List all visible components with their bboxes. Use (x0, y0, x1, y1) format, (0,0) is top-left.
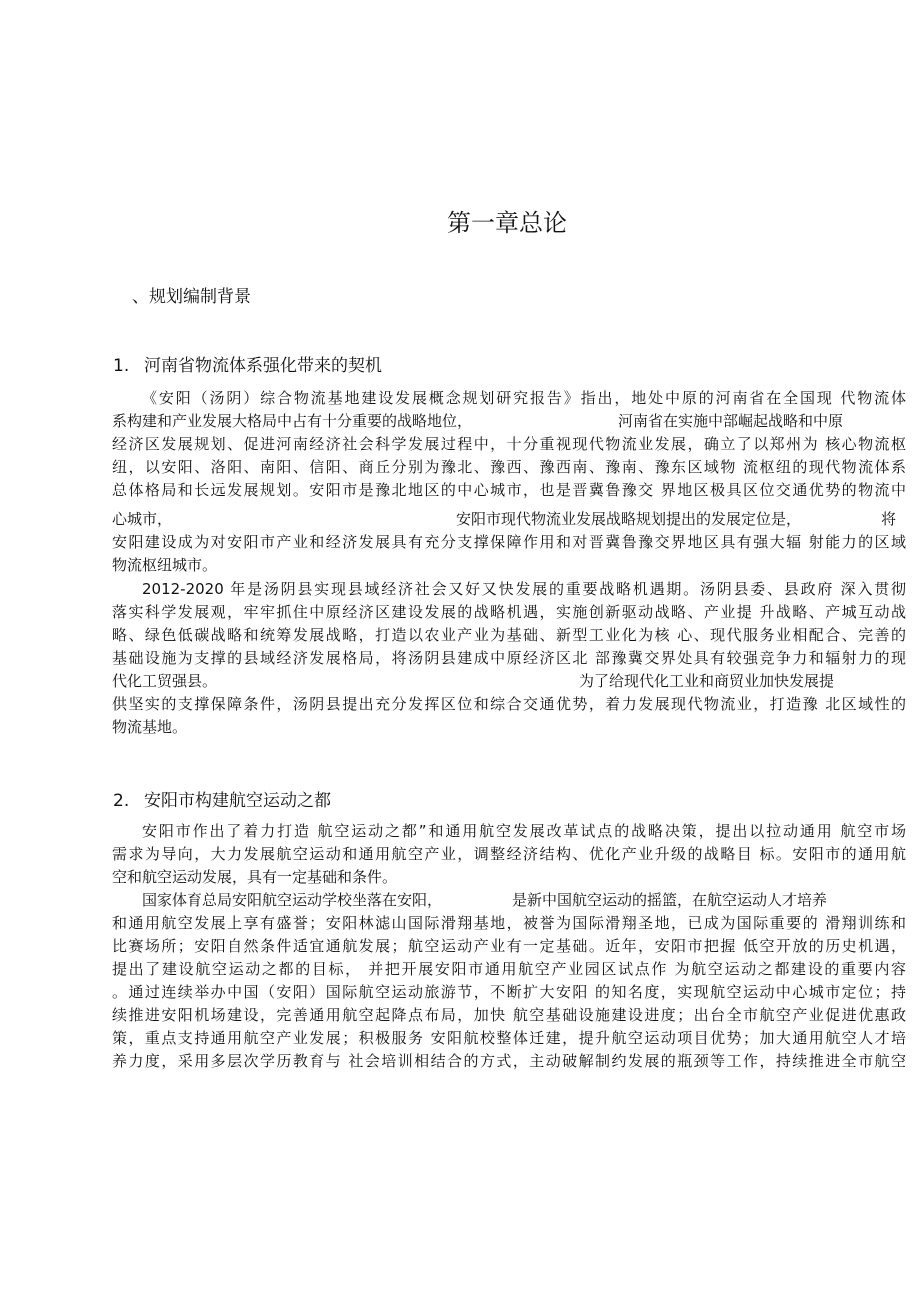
text-line: 安阳市作出了着力打造 航空运动之都”和通用航空发展改革试点的战略决策，提出以拉动通用 航空市场 (142, 822, 906, 840)
text-line (112, 670, 906, 693)
chapter-title: 第一章总论 (447, 209, 567, 237)
text-line: 安阳建设成为对安阳市产业和经济发展具有充分支撑保障作用和对晋冀鲁豫交界地区具有强大辐 射能力的区域 (112, 533, 906, 551)
text-line: 养力度，采用多层次学历教育与 社会培训相结合的方式，主动破解制约发展的瓶颈等工作，持续推进全市航空 (112, 1052, 906, 1070)
text-line: 《安阳（汤阴）综合物流基地建设发展概念规划研究报告》指出，地处中原的河南省在全国现 代物流体 (142, 389, 906, 407)
paragraph-4 (112, 889, 906, 1073)
text-line: 需求为导向，大力发展航空运动和通用航空产业，调整经济结构、优化产业升级的战略目 标。安阳市的通用航 (112, 845, 906, 863)
text-line: 基础设施为支撑的县域经济发展格局，将汤阴县建成中原经济区北 部豫冀交界处具有较强竞争力和辐射力的现 (112, 649, 906, 667)
subsection-heading-1 (113, 351, 382, 376)
text-segment: 将 (881, 510, 897, 528)
text-segment: 系构建和产业发展大格局中占有十分重要的战略地位， (112, 412, 473, 430)
text-line: 纽，以安阳、洛阳、南阳、信阳、商丘分别为豫北、豫西、豫西南、豫南、豫东区域物 流枢纽的现代物流体系 (112, 458, 906, 476)
subsection-number: 2. (113, 791, 130, 811)
subsection-heading-2 (113, 786, 331, 811)
text-line: 总体格局和长远发展规划。安阳市是豫北地区的中心城市，也是晋冀鲁豫交 界地区极具区位交通优势的物流中 (112, 481, 906, 499)
text-line: 2012-2020 年是汤阴县实现县域经济社会又好又快发展的重要战略机遇期。汤阴县委、县政府 深入贯彻 (142, 580, 906, 598)
text-segment: 国家体育总局安阳航空运动学校坐落在安阳， (142, 891, 443, 909)
text-line: 和通用航空发展上享有盛誉；安阳林滤山国际滑翔基地，被誉为国际滑翔圣地，已成为国际重要的 滑翔训练和 (112, 914, 906, 932)
text-segment: 河南省在实施中部崛起战略和中原 (618, 412, 844, 430)
text-line: 提出了建设航空运动之都的目标， 并把开展安阳市通用航空产业园区试点作 为航空运动之都建设的重要内容 (112, 960, 906, 978)
text-line: 物流基地。 (112, 718, 188, 736)
text-line: 经济区发展规划、促进河南经济社会科学发展过程中，十分重视现代物流业发展，确立了以郑州为 核心物流枢 (112, 435, 906, 453)
text-line: 策，重点支持通用航空产业发展；积极服务 安阳航校整体迁建，提升航空运动项目优势；加大通用航空人才培 (112, 1029, 906, 1047)
text-line (112, 889, 906, 912)
text-line: 续推进安阳机场建设，完善通用航空起降点布局，加快 航空基础设施建设进度；出台全市航空产业促进优惠政 (112, 1006, 906, 1024)
section-heading: 、规划编制背景 (132, 287, 251, 307)
subsection-title: 河南省物流体系强化带来的契机 (144, 356, 382, 376)
subsection-number: 1. (113, 356, 130, 376)
text-line: 略、绿色低碳战略和统筹发展战略，打造以农业产业为基础、新型工业化为核 心、现代服务业相配合、完善的 (112, 626, 906, 644)
text-segment: 为了给现代化工业和商贸业加快发展提 (579, 672, 835, 690)
text-line: 物流枢纽城市。 (112, 556, 218, 574)
paragraph-2 (112, 578, 906, 739)
text-line: 供坚实的支撑保障条件，汤阴县提出充分发挥区位和综合交通优势，着力发展现代物流业，打造豫 北区域性的 (112, 695, 906, 713)
text-line (112, 410, 906, 433)
text-segment: 安阳市现代物流业发展战略规划提出的发展定位是， (456, 510, 802, 528)
text-line: 落实科学发展观，牢牢抓住中原经济区建设发展的战略机遇，实施创新驱动战略、产业提 升战略、产城互动战 (112, 603, 906, 621)
text-segment: 是新中国航空运动的摇篮，在航空运动人才培养 (512, 891, 828, 909)
text-line: 比赛场所；安阳自然条件适宜通航发展；航空运动产业有一定基础。近年，安阳市把握 低空开放的历史机遇， (112, 937, 906, 955)
paragraph-1 (112, 387, 906, 577)
paragraph-3 (112, 820, 906, 889)
text-line: 。通过连续举办中国（安阳）国际航空运动旅游节，不断扩大安阳 的知名度，实现航空运动中心城市定位；持 (112, 983, 906, 1001)
subsection-title: 安阳市构建航空运动之都 (144, 791, 331, 811)
text-line (112, 508, 906, 531)
text-line: 空和航空运动发展，具有一定基础和条件。 (112, 868, 398, 886)
text-segment: 代化工贸强县。 (112, 672, 218, 690)
text-segment: 心城市， (112, 510, 173, 528)
